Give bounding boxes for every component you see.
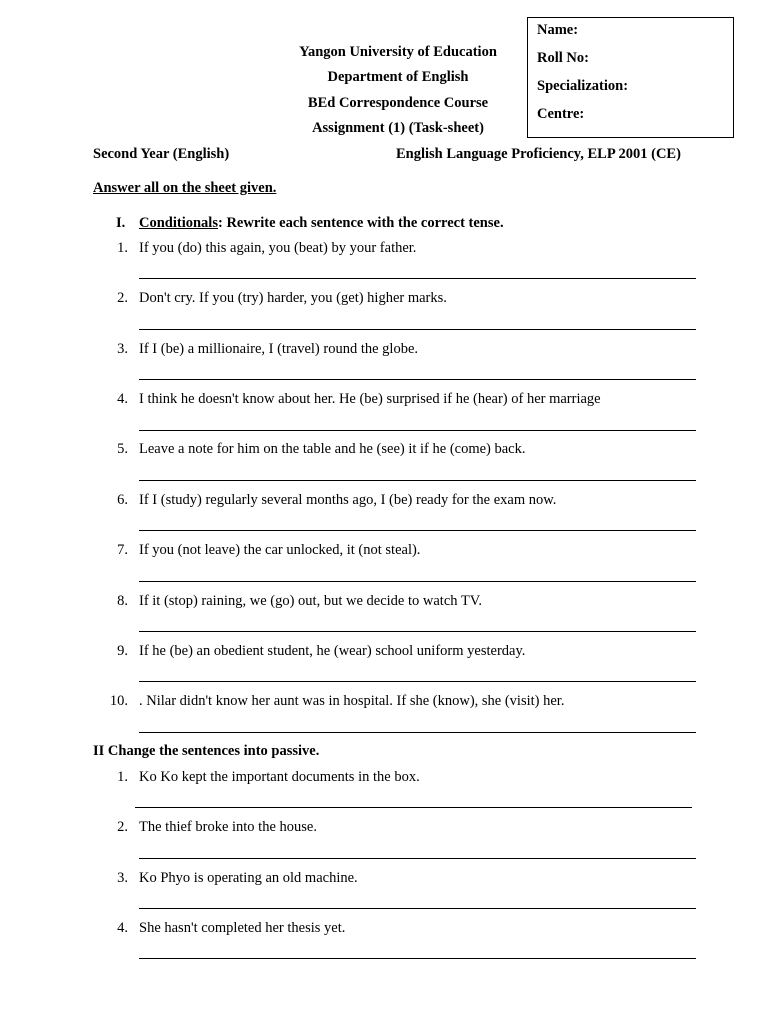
question-text: She hasn't completed her thesis yet. [139, 920, 346, 936]
student-info-box [527, 17, 734, 138]
section-1-heading [139, 215, 504, 232]
answer-line[interactable] [139, 581, 696, 582]
question-number: 4. [117, 391, 128, 407]
answer-line[interactable] [139, 681, 696, 682]
answer-line[interactable] [139, 430, 696, 431]
answer-line[interactable] [139, 631, 696, 632]
assignment-title: Assignment (1) (Task-sheet) [312, 120, 484, 136]
question-number: 4. [117, 920, 128, 936]
question-number: 3. [117, 870, 128, 886]
answer-line[interactable] [139, 958, 696, 959]
question-number: 2. [117, 819, 128, 835]
answer-line[interactable] [139, 329, 696, 330]
answer-line[interactable] [139, 732, 696, 733]
answer-line[interactable] [139, 379, 696, 380]
question-text: If I (be) a millionaire, I (travel) round the globe. [139, 341, 419, 357]
question-number: 6. [117, 492, 128, 508]
section-1-topic: Conditionals [139, 215, 218, 231]
question-number: 9. [117, 643, 128, 659]
question-text: If he (be) an obedient student, he (wear) school uniform yesterday. [139, 643, 526, 659]
question-text: If you (not leave) the car unlocked, it (not steal). [139, 542, 421, 558]
roll-no-field-label: Roll No: [537, 50, 589, 66]
subject-label: English Language Proficiency, ELP 2001 (CE) [396, 146, 681, 162]
question-text: The thief broke into the house. [139, 819, 317, 835]
question-number: 8. [117, 593, 128, 609]
question-text: If you (do) this again, you (beat) by your father. [139, 240, 417, 256]
question-text: If I (study) regularly several months ago, I (be) ready for the exam now. [139, 492, 557, 508]
question-number: 10. [109, 693, 128, 709]
answer-line[interactable] [139, 858, 696, 859]
section-1-instruction: : Rewrite each sentence with the correct tense. [217, 215, 504, 231]
university-title: Yangon University of Education [299, 44, 497, 60]
year-label: Second Year (English) [93, 146, 230, 162]
question-text: Ko Ko kept the important documents in the box. [139, 769, 420, 785]
question-number: 7. [117, 542, 128, 558]
question-text: Leave a note for him on the table and he (see) it if he (come) back. [139, 441, 526, 457]
question-text: I think he doesn't know about her. He (be) surprised if he (hear) of her marriage [139, 391, 601, 407]
question-number: 5. [117, 441, 128, 457]
instruction: Answer all on the sheet given. [93, 180, 277, 196]
name-field-label: Name: [537, 22, 579, 38]
question-text: If it (stop) raining, we (go) out, but we decide to watch TV. [139, 593, 482, 609]
section-1-numeral: I. [116, 215, 126, 231]
specialization-field-label: Specialization: [537, 78, 629, 94]
question-number: 2. [117, 290, 128, 306]
question-text: Don't cry. If you (try) harder, you (get) higher marks. [139, 290, 447, 306]
course-title: BEd Correspondence Course [307, 95, 489, 111]
question-number: 3. [117, 341, 128, 357]
answer-line[interactable] [139, 908, 696, 909]
question-text: . Nilar didn't know her aunt was in hospital. If she (know), she (visit) her. [139, 693, 565, 709]
question-number: 1. [117, 769, 128, 785]
answer-line[interactable] [139, 530, 696, 531]
question-number: 1. [117, 240, 128, 256]
answer-line[interactable] [135, 807, 692, 808]
centre-field-label: Centre: [537, 106, 585, 122]
question-text: Ko Phyo is operating an old machine. [139, 870, 358, 886]
answer-line[interactable] [139, 278, 696, 279]
answer-line[interactable] [139, 480, 696, 481]
section-2-heading: II Change the sentences into passive. [93, 743, 320, 759]
department-title: Department of English [327, 69, 469, 85]
